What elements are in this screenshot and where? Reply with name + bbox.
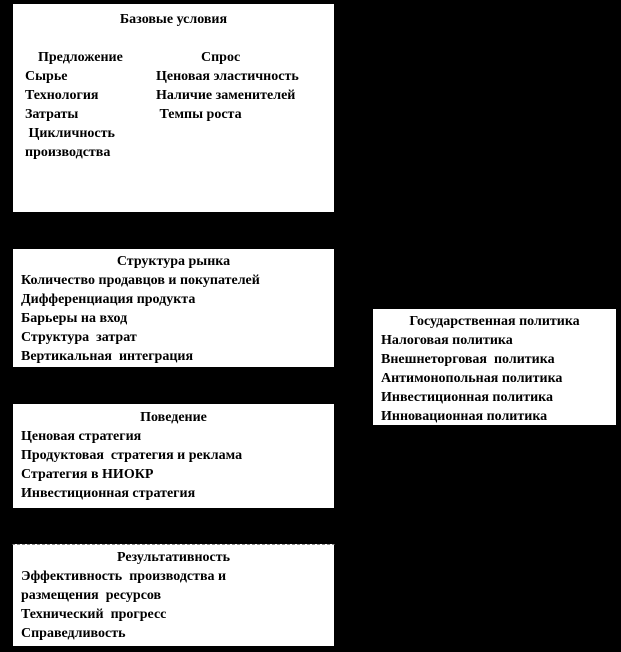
market-structure-item: Структура затрат [21, 330, 137, 345]
conduct-item: Ценовая стратегия [21, 429, 142, 444]
government-policy-item: Налоговая политика [381, 333, 513, 348]
government-policy-item: Внешнеторговая политика [381, 352, 555, 367]
demand-item: Темпы роста [156, 107, 242, 122]
conduct-items [21, 427, 326, 503]
government-policy-title: Государственная политика [409, 314, 580, 329]
market-structure-item: Количество продавцов и покупателей [21, 273, 260, 288]
demand-item: Ценовая эластичность [156, 69, 299, 84]
market-structure-item: Вертикальная интеграция [21, 349, 194, 364]
market-structure-item: Барьеры на вход [21, 311, 128, 326]
supply-item: Цикличность [25, 126, 115, 141]
performance-item: размещения ресурсов [21, 588, 162, 603]
demand-item: Наличие заменителей [156, 88, 296, 103]
performance-item: Эффективность производства и [21, 569, 227, 584]
supply-item: Технология [25, 88, 99, 103]
conduct-item: Продуктовая стратегия и реклама [21, 448, 243, 463]
performance-item: Справедливость [21, 626, 126, 641]
conduct-box [12, 403, 335, 509]
supply-item: Сырье [25, 69, 68, 84]
government-policy-item: Инвестиционная политика [381, 390, 553, 405]
conduct-item: Стратегия в НИОКР [21, 467, 154, 482]
demand-column [156, 48, 334, 162]
conduct-title: Поведение [140, 410, 207, 425]
supply-items [25, 67, 156, 162]
supply-item: Затраты [25, 107, 79, 122]
government-policy-item: Инновационная политика [381, 409, 548, 424]
government-policy-box [372, 308, 617, 427]
government-policy-item: Антимонопольная политика [381, 371, 563, 386]
basic-conditions-title: Базовые условия [119, 12, 228, 27]
demand-header: Спрос [201, 50, 241, 65]
basic-conditions-columns [13, 48, 334, 162]
conduct-item: Инвестиционная стратегия [21, 486, 196, 501]
supply-item: производства [25, 145, 111, 160]
market-structure-item: Дифференциация продукта [21, 292, 196, 307]
market-structure-box [12, 248, 335, 368]
government-policy-items [381, 331, 608, 426]
performance-item: Технический прогресс [21, 607, 167, 622]
basic-conditions-box [12, 3, 335, 213]
performance-items [21, 567, 326, 643]
demand-items [156, 67, 334, 124]
performance-title: Результативность [116, 550, 231, 565]
market-structure-items [21, 271, 326, 366]
performance-box [12, 544, 335, 647]
supply-column [13, 48, 156, 162]
supply-header: Предложение [38, 50, 123, 65]
market-structure-title: Структура рынка [116, 254, 231, 269]
